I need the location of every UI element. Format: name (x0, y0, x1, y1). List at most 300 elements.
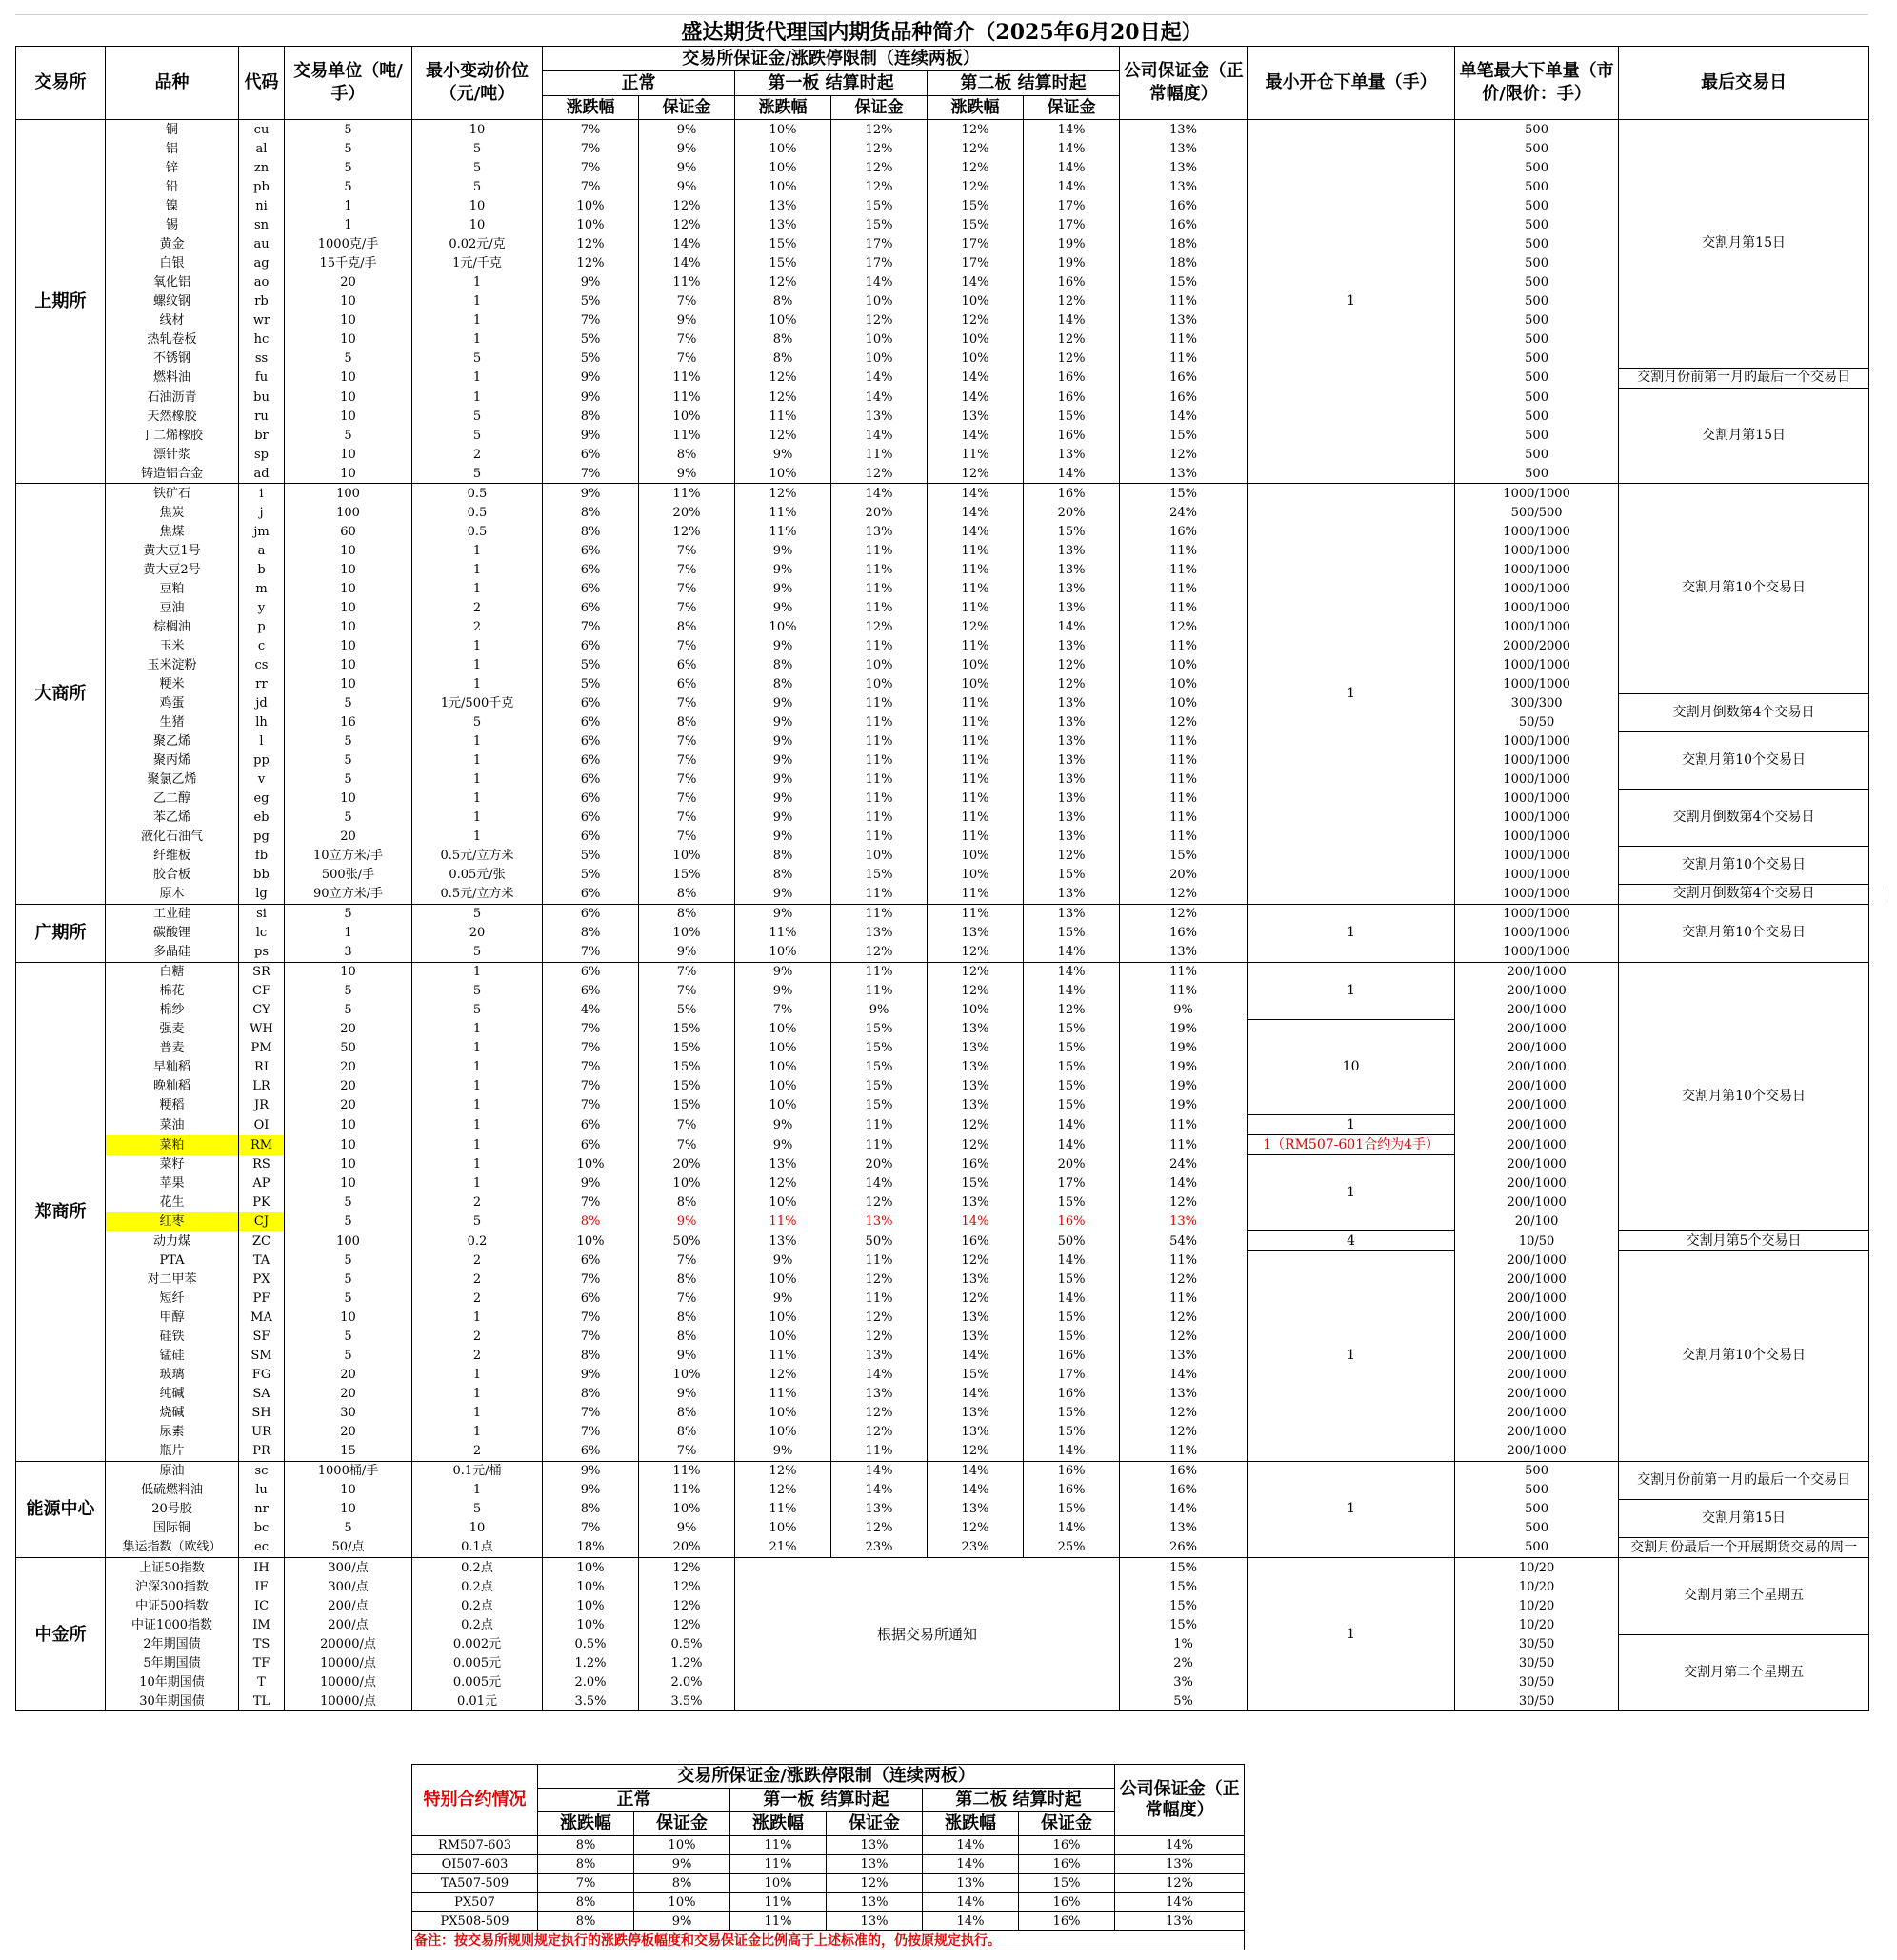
unit-cell: 10 (285, 789, 412, 808)
first-margin-cell: 11% (831, 560, 928, 579)
first-margin-cell: 14% (831, 1461, 928, 1481)
second-margin-cell: 15% (1024, 1039, 1120, 1058)
special-row (412, 1893, 1245, 1912)
code-cell: bu (239, 388, 285, 407)
second-limit-cell: 14% (928, 1212, 1024, 1231)
header-margin: 保证金 (639, 96, 735, 120)
tick-cell: 0.2点 (412, 1558, 543, 1578)
tick-cell: 1 (412, 1039, 543, 1058)
code-cell: ZC (239, 1231, 285, 1251)
variety-cell: 漂针浆 (106, 445, 239, 464)
first-margin-cell: 10% (831, 655, 928, 674)
first-margin-cell: 14% (831, 426, 928, 445)
code-cell: eb (239, 808, 285, 827)
table-row (16, 1115, 1869, 1135)
special-value-cell: 10% (634, 1893, 730, 1912)
max-order-cell: 1000/1000 (1455, 808, 1619, 827)
header-margin: 保证金 (1024, 96, 1120, 120)
first-margin-cell: 11% (831, 693, 928, 712)
second-limit-cell: 13% (928, 407, 1024, 426)
special-value-cell: 13% (1115, 1855, 1245, 1874)
code-cell: ad (239, 464, 285, 484)
company-margin-cell: 11% (1120, 541, 1248, 560)
table-row (16, 1231, 1869, 1251)
second-margin-cell: 16% (1024, 1347, 1120, 1366)
normal-margin-cell: 8% (639, 1309, 735, 1328)
second-margin-cell: 13% (1024, 808, 1120, 827)
normal-margin-cell: 50% (639, 1231, 735, 1251)
first-margin-cell: 11% (831, 982, 928, 1001)
company-margin-cell: 11% (1120, 827, 1248, 846)
code-cell: RS (239, 1155, 285, 1174)
code-cell: PK (239, 1193, 285, 1212)
code-cell: T (239, 1672, 285, 1691)
variety-cell: 动力煤 (106, 1231, 239, 1251)
second-limit-cell: 11% (928, 827, 1024, 846)
tick-cell: 1 (412, 962, 543, 982)
first-limit-cell: 15% (735, 234, 831, 253)
second-margin-cell: 14% (1024, 120, 1120, 140)
table-row (16, 1212, 1869, 1231)
unit-cell: 10 (285, 1135, 412, 1155)
first-limit-cell: 10% (735, 1077, 831, 1096)
tick-cell: 2 (412, 1328, 543, 1347)
tick-cell: 0.002元 (412, 1634, 543, 1653)
tick-cell: 1 (412, 674, 543, 693)
first-limit-cell: 12% (735, 1366, 831, 1385)
first-limit-cell: 12% (735, 1174, 831, 1193)
tick-cell: 0.5元/立方米 (412, 884, 543, 904)
normal-limit-cell: 6% (543, 560, 639, 579)
normal-limit-cell: 7% (543, 1270, 639, 1290)
company-margin-cell: 18% (1120, 253, 1248, 272)
unit-cell: 10000/点 (285, 1691, 412, 1711)
second-limit-cell: 13% (928, 1077, 1024, 1096)
second-limit-cell: 13% (928, 1404, 1024, 1423)
second-limit-cell: 11% (928, 884, 1024, 904)
normal-margin-cell: 12% (639, 196, 735, 215)
normal-margin-cell: 1.2% (639, 1653, 735, 1672)
tick-cell: 1 (412, 1020, 543, 1039)
tick-cell: 5 (412, 407, 543, 426)
normal-margin-cell: 9% (639, 1347, 735, 1366)
table-row (16, 177, 1869, 196)
first-limit-cell: 13% (735, 196, 831, 215)
tick-cell: 1 (412, 1404, 543, 1423)
normal-limit-cell: 7% (543, 1077, 639, 1096)
first-margin-cell: 23% (831, 1538, 928, 1558)
second-limit-cell: 14% (928, 1385, 1024, 1404)
second-limit-cell: 11% (928, 445, 1024, 464)
second-limit-cell: 11% (928, 904, 1024, 924)
second-limit-cell: 12% (928, 177, 1024, 196)
table-row (16, 234, 1869, 253)
table-row (16, 310, 1869, 330)
tick-cell: 20 (412, 924, 543, 943)
tick-cell: 1 (412, 1481, 543, 1500)
normal-margin-cell: 8% (639, 1193, 735, 1212)
second-margin-cell: 13% (1024, 731, 1120, 750)
second-margin-cell: 16% (1024, 1481, 1120, 1500)
code-cell: PX (239, 1270, 285, 1290)
contract-cell: PX507 (412, 1893, 538, 1912)
first-margin-cell: 12% (831, 617, 928, 636)
code-cell: br (239, 426, 285, 445)
first-margin-cell: 11% (831, 789, 928, 808)
normal-margin-cell: 7% (639, 808, 735, 827)
max-order-cell: 500 (1455, 215, 1619, 234)
second-margin-cell: 14% (1024, 310, 1120, 330)
variety-cell: 早籼稻 (106, 1058, 239, 1077)
table-row (16, 808, 1869, 827)
table-row (16, 522, 1869, 541)
normal-limit-cell: 10% (543, 196, 639, 215)
unit-cell: 200/点 (285, 1615, 412, 1634)
code-cell: ni (239, 196, 285, 215)
table-row (16, 1039, 1869, 1058)
normal-margin-cell: 10% (639, 1500, 735, 1519)
special-value-cell: 8% (538, 1855, 634, 1874)
code-cell: TF (239, 1653, 285, 1672)
unit-cell: 20 (285, 1058, 412, 1077)
unit-cell: 5 (285, 1347, 412, 1366)
unit-cell: 5 (285, 770, 412, 789)
tick-cell: 5 (412, 349, 543, 368)
normal-limit-cell: 7% (543, 177, 639, 196)
max-order-cell: 200/1000 (1455, 982, 1619, 1001)
normal-limit-cell: 6% (543, 712, 639, 731)
company-margin-cell: 16% (1120, 368, 1248, 388)
first-margin-cell: 11% (831, 904, 928, 924)
company-margin-cell: 11% (1120, 750, 1248, 770)
first-margin-cell: 12% (831, 120, 928, 140)
variety-cell: 聚丙烯 (106, 750, 239, 770)
first-margin-cell: 11% (831, 1442, 928, 1462)
second-margin-cell: 13% (1024, 541, 1120, 560)
normal-limit-cell: 7% (543, 139, 639, 158)
tick-cell: 1 (412, 636, 543, 655)
second-limit-cell: 11% (928, 636, 1024, 655)
variety-cell: 国际铜 (106, 1519, 239, 1538)
table-row (16, 943, 1869, 963)
first-limit-cell: 12% (735, 484, 831, 504)
second-limit-cell: 13% (928, 1058, 1024, 1077)
normal-margin-cell: 7% (639, 598, 735, 617)
tick-cell: 0.2点 (412, 1577, 543, 1596)
second-limit-cell: 12% (928, 120, 1024, 140)
second-limit-cell: 13% (928, 1193, 1024, 1212)
normal-limit-cell: 4% (543, 1001, 639, 1020)
second-margin-cell: 13% (1024, 693, 1120, 712)
unit-cell: 10 (285, 636, 412, 655)
table-row (16, 120, 1869, 140)
normal-margin-cell: 7% (639, 962, 735, 982)
normal-margin-cell: 11% (639, 484, 735, 504)
special-value-cell: 14% (923, 1893, 1019, 1912)
code-cell: b (239, 560, 285, 579)
second-limit-cell: 11% (928, 770, 1024, 789)
unit-cell: 20 (285, 827, 412, 846)
unit-cell: 10000/点 (285, 1672, 412, 1691)
company-margin-cell: 15% (1120, 1615, 1248, 1634)
normal-limit-cell: 5% (543, 846, 639, 865)
code-cell: SF (239, 1328, 285, 1347)
tick-cell: 2 (412, 1442, 543, 1462)
second-limit-cell: 12% (928, 139, 1024, 158)
tick-cell: 1 (412, 1423, 543, 1442)
max-order-cell: 200/1000 (1455, 1155, 1619, 1174)
company-margin-cell: 13% (1120, 139, 1248, 158)
second-limit-cell: 13% (928, 1328, 1024, 1347)
variety-cell: 花生 (106, 1193, 239, 1212)
tick-cell: 5 (412, 177, 543, 196)
code-cell: sc (239, 1461, 285, 1481)
code-cell: pg (239, 827, 285, 846)
first-margin-cell: 14% (831, 484, 928, 504)
first-margin-cell: 11% (831, 579, 928, 598)
second-margin-cell: 14% (1024, 943, 1120, 963)
second-limit-cell: 12% (928, 1442, 1024, 1462)
code-cell: CY (239, 1001, 285, 1020)
normal-limit-cell: 5% (543, 330, 639, 349)
special-title: 特别合约情况 (412, 1765, 538, 1836)
table-row (16, 770, 1869, 789)
second-margin-cell: 14% (1024, 1115, 1120, 1135)
special-value-cell: 11% (730, 1893, 827, 1912)
code-cell: v (239, 770, 285, 789)
first-limit-cell: 12% (735, 388, 831, 407)
first-margin-cell: 9% (831, 1001, 928, 1020)
unit-cell: 300/点 (285, 1577, 412, 1596)
special-value-cell: 11% (730, 1912, 827, 1931)
second-limit-cell: 12% (928, 1251, 1024, 1270)
exchange-cell: 中金所 (16, 1558, 106, 1711)
second-limit-cell: 13% (928, 1039, 1024, 1058)
normal-margin-cell: 12% (639, 1615, 735, 1634)
tick-cell: 1 (412, 560, 543, 579)
special-value-cell: 16% (1019, 1836, 1115, 1855)
last-trade-day-cell: 交割月第15日 (1619, 1500, 1869, 1538)
max-order-cell: 1000/1000 (1455, 943, 1619, 963)
first-limit-cell: 9% (735, 1290, 831, 1309)
second-limit-cell: 10% (928, 330, 1024, 349)
table-row (16, 674, 1869, 693)
variety-cell: 氧化铝 (106, 272, 239, 291)
first-limit-cell: 11% (735, 1500, 831, 1519)
first-limit-cell: 9% (735, 693, 831, 712)
unit-cell: 10 (285, 579, 412, 598)
second-limit-cell: 12% (928, 617, 1024, 636)
unit-cell: 10 (285, 388, 412, 407)
code-cell: RM (239, 1135, 285, 1155)
tick-cell: 1 (412, 1366, 543, 1385)
variety-cell: 粳稻 (106, 1096, 239, 1115)
first-margin-cell: 12% (831, 139, 928, 158)
company-margin-cell: 16% (1120, 196, 1248, 215)
table-row (16, 962, 1869, 982)
unit-cell: 20 (285, 272, 412, 291)
special-value-cell: 14% (923, 1855, 1019, 1874)
first-limit-cell: 8% (735, 655, 831, 674)
tick-cell: 1 (412, 1077, 543, 1096)
unit-cell: 5 (285, 1519, 412, 1538)
max-order-cell: 200/1000 (1455, 1020, 1619, 1039)
first-margin-cell: 11% (831, 884, 928, 904)
second-margin-cell: 12% (1024, 291, 1120, 310)
max-order-cell: 500 (1455, 253, 1619, 272)
table-row (16, 1309, 1869, 1328)
normal-limit-cell: 7% (543, 1519, 639, 1538)
second-limit-cell: 11% (928, 731, 1024, 750)
code-cell: PR (239, 1442, 285, 1462)
normal-limit-cell: 18% (543, 1538, 639, 1558)
tick-cell: 0.1元/桶 (412, 1461, 543, 1481)
max-order-cell: 1000/1000 (1455, 924, 1619, 943)
normal-margin-cell: 9% (639, 1212, 735, 1231)
max-order-cell: 500 (1455, 1519, 1619, 1538)
special-value-cell: 9% (634, 1855, 730, 1874)
company-margin-cell: 13% (1120, 1519, 1248, 1538)
first-limit-cell: 12% (735, 1461, 831, 1481)
second-limit-cell: 13% (928, 1309, 1024, 1328)
code-cell: l (239, 731, 285, 750)
tick-cell: 2 (412, 598, 543, 617)
first-limit-cell: 10% (735, 1020, 831, 1039)
company-margin-cell: 11% (1120, 598, 1248, 617)
max-order-cell: 500 (1455, 120, 1619, 140)
normal-margin-cell: 8% (639, 904, 735, 924)
company-margin-cell: 11% (1120, 1290, 1248, 1309)
normal-margin-cell: 7% (639, 827, 735, 846)
second-margin-cell: 16% (1024, 484, 1120, 504)
second-margin-cell: 14% (1024, 1519, 1120, 1538)
second-margin-cell: 13% (1024, 560, 1120, 579)
second-limit-cell: 16% (928, 1231, 1024, 1251)
tick-cell: 1 (412, 1096, 543, 1115)
second-margin-cell: 16% (1024, 426, 1120, 445)
unit-cell: 10 (285, 1115, 412, 1135)
second-margin-cell: 20% (1024, 1155, 1120, 1174)
normal-margin-cell: 2.0% (639, 1672, 735, 1691)
second-margin-cell: 13% (1024, 445, 1120, 464)
header-variety: 品种 (106, 47, 239, 120)
table-row (16, 1270, 1869, 1290)
second-margin-cell: 15% (1024, 1500, 1120, 1519)
table-row (16, 1290, 1869, 1309)
normal-limit-cell: 7% (543, 943, 639, 963)
max-order-cell: 10/20 (1455, 1596, 1619, 1615)
code-cell: ec (239, 1538, 285, 1558)
code-cell: TL (239, 1691, 285, 1711)
variety-cell: 苯乙烯 (106, 808, 239, 827)
second-margin-cell: 14% (1024, 1442, 1120, 1462)
normal-limit-cell: 6% (543, 750, 639, 770)
first-margin-cell: 12% (831, 1270, 928, 1290)
special-header-company-margin: 公司保证金（正常幅度） (1115, 1765, 1245, 1836)
unit-cell: 5 (285, 1212, 412, 1231)
tick-cell: 2 (412, 1270, 543, 1290)
code-cell: TA (239, 1251, 285, 1270)
variety-cell: 原油 (106, 1461, 239, 1481)
max-order-cell: 1000/1000 (1455, 598, 1619, 617)
max-order-cell: 1000/1000 (1455, 846, 1619, 865)
code-cell: PM (239, 1039, 285, 1058)
variety-cell: 白银 (106, 253, 239, 272)
table-row (16, 924, 1869, 943)
max-order-cell: 500 (1455, 291, 1619, 310)
table-row (16, 1001, 1869, 1020)
code-cell: hc (239, 330, 285, 349)
normal-margin-cell: 12% (639, 215, 735, 234)
unit-cell: 5 (285, 750, 412, 770)
code-cell: WH (239, 1020, 285, 1039)
second-limit-cell: 14% (928, 426, 1024, 445)
second-margin-cell: 13% (1024, 750, 1120, 770)
tick-cell: 0.5 (412, 484, 543, 504)
special-header-margin: 保证金 (634, 1812, 730, 1836)
code-cell: pp (239, 750, 285, 770)
company-margin-cell: 1% (1120, 1634, 1248, 1653)
max-order-cell: 500 (1455, 1461, 1619, 1481)
code-cell: si (239, 904, 285, 924)
first-limit-cell: 9% (735, 560, 831, 579)
unit-cell: 1 (285, 215, 412, 234)
header-first-board: 第一板 结算时起 (735, 71, 928, 96)
first-margin-cell: 10% (831, 349, 928, 368)
first-margin-cell: 12% (831, 1309, 928, 1328)
first-limit-cell: 9% (735, 1135, 831, 1155)
first-margin-cell: 11% (831, 1251, 928, 1270)
unit-cell: 1 (285, 924, 412, 943)
company-margin-cell: 16% (1120, 924, 1248, 943)
normal-margin-cell: 7% (639, 579, 735, 598)
normal-limit-cell: 6% (543, 693, 639, 712)
max-order-cell: 200/1000 (1455, 1290, 1619, 1309)
normal-limit-cell: 6% (543, 579, 639, 598)
table-row (16, 368, 1869, 388)
table-row (16, 1020, 1869, 1039)
code-cell: SA (239, 1385, 285, 1404)
table-row (16, 1366, 1869, 1385)
unit-cell: 10 (285, 655, 412, 674)
second-limit-cell: 14% (928, 484, 1024, 504)
company-margin-cell: 11% (1120, 1442, 1248, 1462)
code-cell: j (239, 503, 285, 522)
max-order-cell: 1000/1000 (1455, 522, 1619, 541)
normal-limit-cell: 9% (543, 388, 639, 407)
unit-cell: 5 (285, 158, 412, 177)
variety-cell: 锌 (106, 158, 239, 177)
max-order-cell: 200/1000 (1455, 1039, 1619, 1058)
header-margin: 保证金 (831, 96, 928, 120)
max-order-cell: 200/1000 (1455, 1058, 1619, 1077)
normal-margin-cell: 12% (639, 522, 735, 541)
code-cell: IC (239, 1596, 285, 1615)
normal-limit-cell: 10% (543, 1231, 639, 1251)
tick-cell: 2 (412, 1290, 543, 1309)
first-margin-cell: 15% (831, 215, 928, 234)
second-margin-cell: 14% (1024, 158, 1120, 177)
normal-margin-cell: 7% (639, 750, 735, 770)
normal-margin-cell: 8% (639, 1423, 735, 1442)
unit-cell: 5 (285, 1193, 412, 1212)
max-order-cell: 500 (1455, 1538, 1619, 1558)
second-limit-cell: 13% (928, 1423, 1024, 1442)
first-limit-cell: 9% (735, 827, 831, 846)
code-cell: i (239, 484, 285, 504)
unit-cell: 20 (285, 1385, 412, 1404)
tick-cell: 1 (412, 655, 543, 674)
